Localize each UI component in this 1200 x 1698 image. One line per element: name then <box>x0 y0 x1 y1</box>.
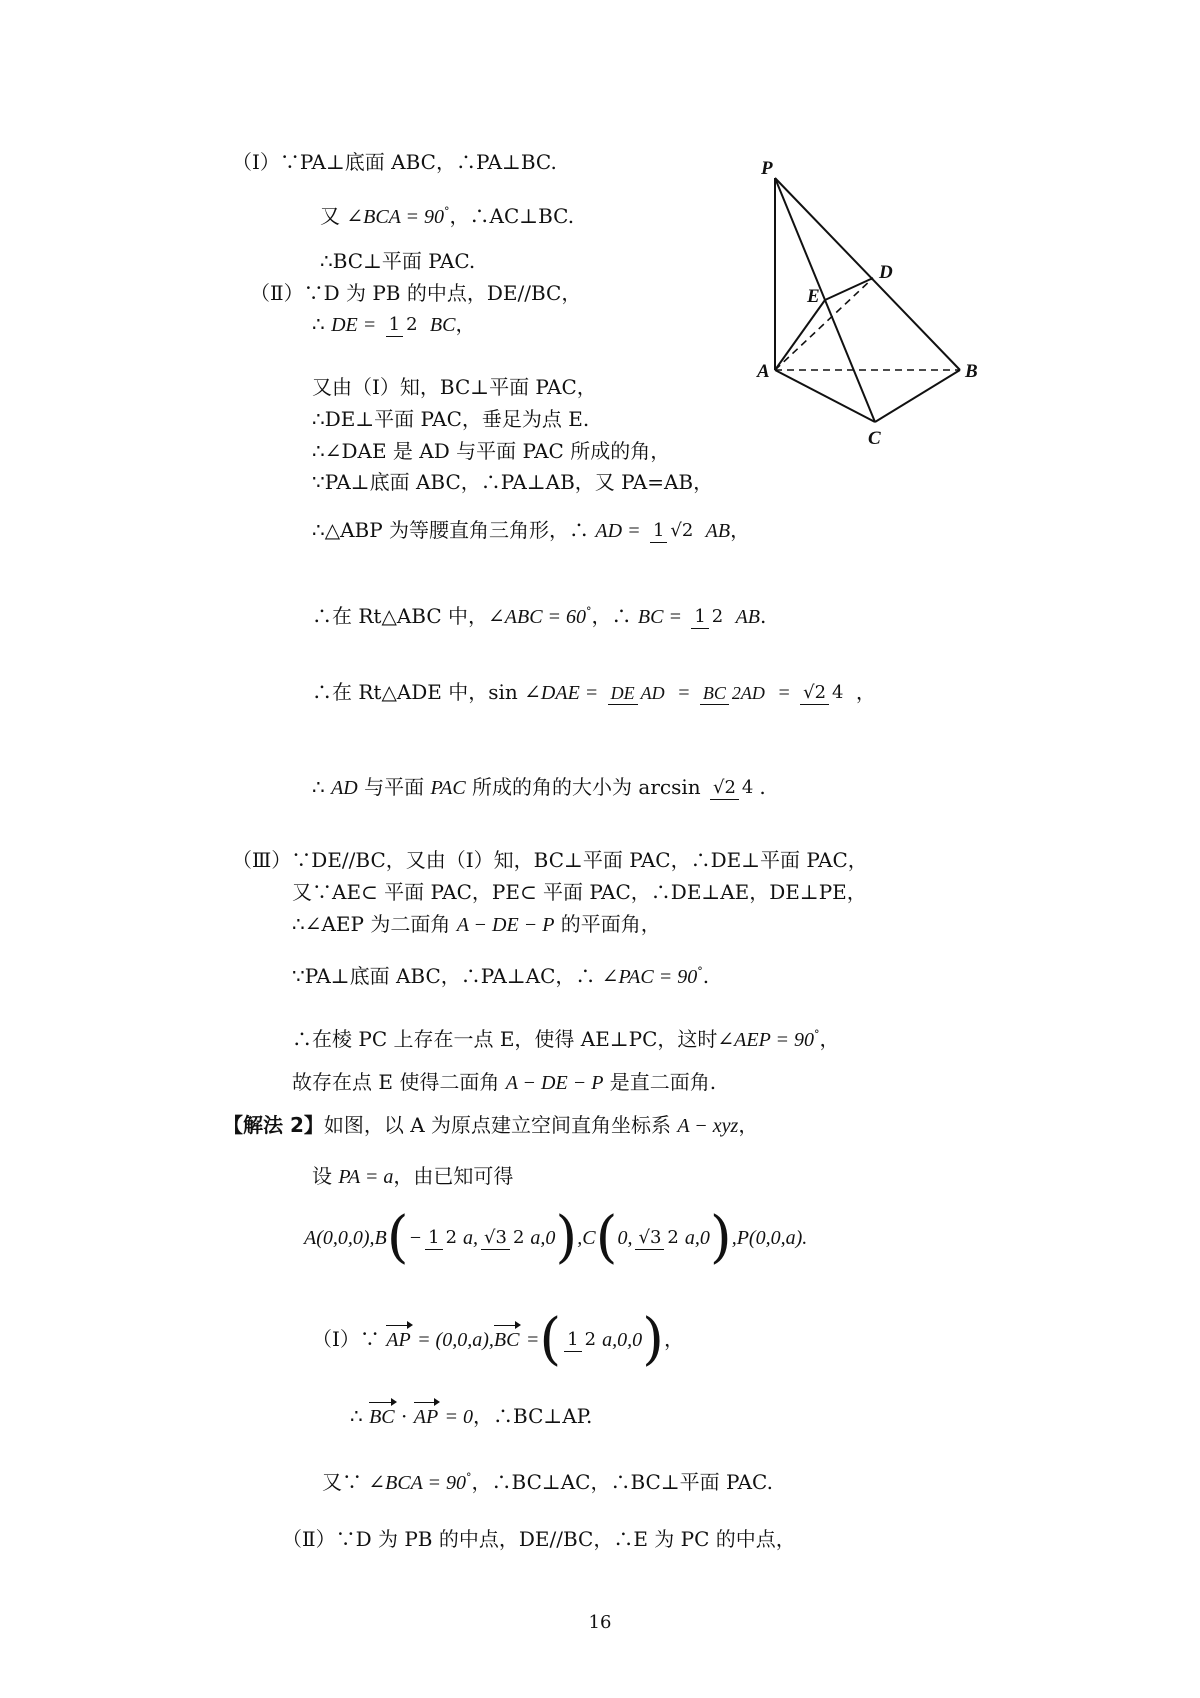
p2-line1: （Ⅱ）∵D 为 PB 的中点，DE//BC， <box>250 281 582 305</box>
p3-line3: ∴∠AEP 为二面角 A − DE − P 的平面角， <box>292 912 661 936</box>
label-e: E <box>807 286 820 307</box>
method2-title: 【解法 2】 <box>223 1113 324 1137</box>
frac-root2-4: √2 4 <box>800 682 846 705</box>
label-d: D <box>879 262 893 283</box>
p2-line2: ∴ DE = 1 2 BC， <box>312 312 476 336</box>
edge-ac <box>775 370 875 422</box>
frac-b2: √3 2 <box>481 1227 527 1250</box>
page-number: 16 <box>588 1612 612 1633</box>
m2-part1-line3: 又∵ ∠BCA = 90°，∴BC⊥AC，∴BC⊥平面 PAC. <box>322 1469 774 1494</box>
m2-part1-line2: ∴ BC · AP = 0，∴BC⊥AP. <box>350 1404 593 1428</box>
p2-line3: 又由（Ⅰ）知，BC⊥平面 PAC， <box>312 375 597 399</box>
pyramid-figure <box>735 150 1010 450</box>
m2-part1-line1: （Ⅰ）∵ AP = (0,0,a),BC =( 1 2 a,0,0)， <box>312 1307 684 1372</box>
frac-b1: 1 2 <box>425 1227 460 1250</box>
p2-line10: ∴ AD 与平面 PAC 所成的角的大小为 arcsin √2 4 . <box>312 775 766 799</box>
label-b: B <box>965 361 978 382</box>
frac-c: √3 2 <box>635 1227 681 1250</box>
edge-ae <box>775 300 825 370</box>
p3-line5: ∴在棱 PC 上存在一点 E，使得 AE⊥PC，这时∠AEP = 90°， <box>292 1026 840 1051</box>
frac-arcsin: √2 4 <box>710 777 756 800</box>
p2-line7: ∴△ABP 为等腰直角三角形，∴ AD = 1 √2 AB， <box>312 518 751 542</box>
edge-cb <box>875 370 960 422</box>
p3-line6: 故存在点 E 使得二面角 A − DE − P 是直二面角. <box>292 1070 717 1094</box>
p2-line5: ∴∠DAE 是 AD 与平面 PAC 所成的角， <box>312 439 671 463</box>
frac-half-vec: 1 2 <box>564 1329 599 1352</box>
vector-ap-2: AP <box>413 1406 439 1428</box>
p1-line1: （Ⅰ）∵PA⊥底面 ABC，∴PA⊥BC. <box>232 150 557 174</box>
p2-line8: ∴在 Rt△ABC 中，∠ABC = 60°，∴ BC = 1 2 AB. <box>312 603 767 628</box>
frac-bc-2ad: BC 2AD <box>700 682 768 705</box>
vector-ap: AP <box>386 1328 411 1351</box>
vector-bc-2: BC <box>369 1406 395 1428</box>
p3-line2: 又∵AE⊂ 平面 PAC，PE⊂ 平面 PAC，∴DE⊥AE，DE⊥PE， <box>292 880 867 904</box>
p2-line4: ∴DE⊥平面 PAC，垂足为点 E. <box>312 407 590 431</box>
p2-line9: ∴在 Rt△ADE 中，sin ∠DAE = DE AD = BC 2AD = √2 4 ， <box>312 680 876 704</box>
edge-ed <box>825 278 873 300</box>
vector-bc: BC <box>493 1328 520 1351</box>
p1-line3: ∴BC⊥平面 PAC. <box>320 249 476 273</box>
p2-line6: ∵PA⊥底面 ABC，∴PA⊥AB，又 PA=AB， <box>312 470 714 494</box>
m2-part2-line1: （Ⅱ）∵D 为 PB 的中点，DE//BC，∴E 为 PC 的中点， <box>282 1527 796 1551</box>
frac-half-2: 1 2 <box>691 606 726 629</box>
p3-line1: （Ⅲ）∵DE//BC，又由（Ⅰ）知，BC⊥平面 PAC，∴DE⊥平面 PAC， <box>232 848 868 872</box>
p3-line4: ∵PA⊥底面 ABC，∴PA⊥AC，∴ ∠PAC = 90°. <box>292 963 710 988</box>
m2-coords: A(0,0,0),B(− 1 2 a, √3 2 a,0),C(0, √3 2 a,0),P(0,0,a). <box>304 1205 808 1270</box>
label-p: P <box>761 158 773 179</box>
label-c: C <box>868 428 881 449</box>
label-a: A <box>757 361 770 382</box>
m2-line1: 【解法 2】如图，以 A 为原点建立空间直角坐标系 A − xyz， <box>223 1113 759 1137</box>
p1-line2: 又 ∠BCA = 90°，∴AC⊥BC. <box>320 203 575 228</box>
edge-ad-hidden <box>775 278 873 370</box>
m2-line2: 设 PA = a，由已知可得 <box>312 1164 514 1188</box>
frac-half: 1 2 <box>386 314 421 337</box>
frac-de-ad: DE AD <box>608 682 668 705</box>
edge-pb <box>775 178 960 370</box>
frac-one-over-root2: 1 √2 <box>650 520 696 543</box>
